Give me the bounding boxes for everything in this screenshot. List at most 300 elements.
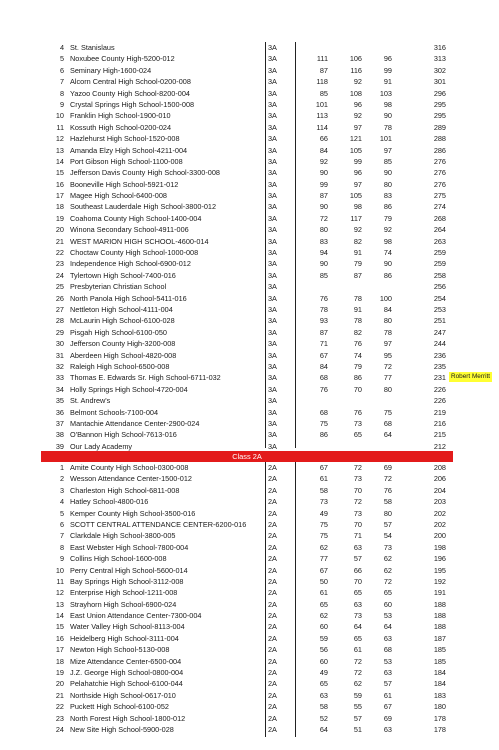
class-2a-table [0, 462, 499, 735]
highlighted-note: Robert Merritt [451, 373, 491, 381]
total-score-cell: 195 [433, 565, 446, 575]
school-name-cell: Mantachie Attendance Center-2900-024 [70, 418, 200, 428]
score-1-cell: 65 [319, 679, 328, 689]
score-2-cell: 99 [353, 156, 362, 166]
total-score-cell: 203 [433, 497, 446, 507]
table-row [0, 304, 499, 315]
score-2-cell: 79 [353, 259, 362, 269]
score-1-cell: 68 [319, 407, 328, 417]
score-1-cell: 56 [319, 645, 328, 655]
rank-cell: 11 [56, 576, 64, 586]
score-3-cell: 68 [383, 418, 392, 428]
score-3-cell: 78 [383, 327, 392, 337]
school-name-cell: Enterprise High School-1211-008 [70, 588, 178, 598]
school-name-cell: Collins High School-1600-008 [70, 554, 167, 564]
rank-cell: 15 [55, 168, 64, 178]
score-3-cell: 83 [383, 191, 392, 201]
table-row [0, 293, 499, 304]
table-row [0, 418, 499, 429]
table-row [0, 724, 499, 735]
score-1-cell: 61 [319, 588, 328, 598]
table-row [0, 496, 499, 507]
score-2-cell: 64 [353, 622, 362, 632]
total-score-cell: 196 [433, 554, 446, 564]
score-3-cell: 96 [383, 54, 392, 64]
score-2-cell: 74 [353, 350, 362, 360]
class-2a-banner: Class 2A [41, 451, 453, 462]
table-row [0, 167, 499, 178]
score-1-cell: 99 [319, 179, 328, 189]
score-1-cell: 114 [316, 122, 328, 132]
school-name-cell: St. Andrew's [70, 396, 111, 406]
table-row [0, 644, 499, 655]
score-3-cell: 61 [383, 690, 392, 700]
table-row [0, 678, 499, 689]
school-name-cell: Southeast Lauderdale High School-3800-012 [70, 202, 217, 212]
class-cell: 3A [268, 384, 277, 394]
score-3-cell: 86 [383, 202, 392, 212]
score-3-cell: 90 [383, 168, 392, 178]
score-1-cell: 84 [319, 361, 328, 371]
class-cell: 2A [268, 599, 277, 609]
table-row [0, 565, 499, 576]
score-3-cell: 90 [383, 259, 392, 269]
total-score-cell: 259 [433, 248, 446, 258]
rank-cell: 27 [55, 304, 64, 314]
school-name-cell: Independence High School-6900-012 [70, 259, 191, 269]
class-cell: 2A [268, 690, 277, 700]
score-2-cell: 63 [353, 599, 362, 609]
total-score-cell: 295 [433, 111, 446, 121]
score-3-cell: 63 [383, 668, 392, 678]
score-1-cell: 87 [319, 191, 328, 201]
table-row [0, 519, 499, 530]
rank-cell: 11 [56, 122, 64, 132]
score-3-cell: 86 [383, 270, 392, 280]
score-1-cell: 76 [319, 293, 328, 303]
score-1-cell: 84 [319, 145, 328, 155]
class-cell: 3A [268, 213, 277, 223]
school-name-cell: Clarkdale High School-3800-005 [70, 531, 176, 541]
score-3-cell: 74 [383, 248, 392, 258]
class-cell: 3A [268, 316, 277, 326]
school-name-cell: Belmont Schools-7100-004 [70, 407, 159, 417]
score-3-cell: 67 [383, 702, 392, 712]
total-score-cell: 216 [433, 418, 446, 428]
class-cell: 3A [268, 293, 277, 303]
table-row [0, 656, 499, 667]
rank-cell: 21 [55, 236, 64, 246]
score-1-cell: 75 [319, 519, 328, 529]
school-name-cell: North Panola High School-5411-016 [70, 293, 187, 303]
total-score-cell: 253 [433, 304, 446, 314]
table-row [0, 179, 499, 190]
rank-cell: 21 [55, 690, 64, 700]
score-3-cell: 99 [383, 65, 392, 75]
score-2-cell: 117 [350, 213, 362, 223]
score-2-cell: 97 [353, 179, 362, 189]
rank-cell: 31 [55, 350, 64, 360]
score-1-cell: 77 [319, 554, 328, 564]
score-1-cell: 59 [319, 633, 328, 643]
total-score-cell: 200 [433, 531, 446, 541]
total-score-cell: 202 [433, 508, 446, 518]
school-name-cell: St. Stanislaus [70, 43, 115, 52]
school-name-cell: Crystal Springs High School-1500-008 [70, 99, 195, 109]
school-name-cell: Tylertown High School-7400-016 [70, 270, 176, 280]
table-row [0, 610, 499, 621]
total-score-cell: 316 [433, 43, 446, 52]
total-score-cell: 247 [433, 327, 446, 337]
score-3-cell: 100 [379, 293, 392, 303]
school-name-cell: McLaurin High School-6100-028 [70, 316, 175, 326]
score-3-cell: 75 [383, 407, 392, 417]
class-cell: 2A [268, 633, 277, 643]
score-2-cell: 57 [353, 554, 362, 564]
table-row [0, 372, 499, 383]
score-1-cell: 68 [319, 373, 328, 383]
total-score-cell: 288 [433, 134, 446, 144]
table-row [0, 508, 499, 519]
total-score-cell: 208 [433, 463, 446, 472]
total-score-cell: 236 [433, 350, 446, 360]
rank-cell: 32 [55, 361, 64, 371]
total-score-cell: 188 [433, 611, 446, 621]
score-1-cell: 66 [319, 134, 328, 144]
rank-cell: 33 [55, 373, 64, 383]
class-cell: 2A [268, 519, 277, 529]
total-score-cell: 226 [433, 396, 446, 406]
rank-cell: 20 [55, 679, 64, 689]
table-row [0, 88, 499, 99]
score-3-cell: 76 [383, 485, 392, 495]
score-2-cell: 51 [353, 724, 362, 734]
rank-cell: 18 [55, 656, 64, 666]
score-1-cell: 83 [319, 236, 328, 246]
score-2-cell: 91 [353, 304, 362, 314]
class-cell: 3A [268, 361, 277, 371]
score-2-cell: 59 [353, 690, 362, 700]
school-name-cell: Amite County High School-0300-008 [70, 463, 189, 472]
total-score-cell: 268 [433, 213, 446, 223]
score-2-cell: 97 [353, 122, 362, 132]
score-3-cell: 101 [379, 134, 392, 144]
class-cell: 3A [268, 248, 277, 258]
school-name-cell: O'Bannon High School-7613-016 [70, 430, 177, 440]
rank-cell: 2 [59, 474, 64, 484]
total-score-cell: 313 [433, 54, 446, 64]
score-3-cell: 80 [383, 508, 392, 518]
class-cell: 3A [268, 407, 277, 417]
school-name-cell: Pisgah High School-6100-050 [70, 327, 167, 337]
total-score-cell: 206 [433, 474, 446, 484]
total-score-cell: 276 [433, 179, 446, 189]
table-row [0, 667, 499, 678]
class-cell: 3A [268, 430, 277, 440]
score-1-cell: 87 [319, 327, 328, 337]
school-name-cell: Noxubee County High-5200-012 [70, 54, 175, 64]
school-name-cell: East Webster High School-7800-004 [70, 542, 189, 552]
score-2-cell: 63 [353, 542, 362, 552]
class-cell: 3A [268, 145, 277, 155]
school-name-cell: Yazoo County High School-8200-004 [70, 88, 190, 98]
rank-cell: 9 [59, 99, 64, 109]
rank-cell: 6 [59, 519, 64, 529]
table-row [0, 473, 499, 484]
rank-cell: 15 [55, 622, 64, 632]
total-score-cell: 219 [433, 407, 446, 417]
class-cell: 2A [268, 565, 277, 575]
class-cell: 3A [268, 77, 277, 87]
school-name-cell: Coahoma County High School-1400-004 [70, 213, 202, 223]
rank-cell: 20 [55, 225, 64, 235]
class-cell: 3A [268, 202, 277, 212]
score-2-cell: 62 [353, 679, 362, 689]
class-cell: 2A [268, 656, 277, 666]
score-1-cell: 62 [319, 611, 328, 621]
score-3-cell: 97 [383, 339, 392, 349]
school-name-cell: Jefferson County High-3200-008 [70, 339, 176, 349]
score-2-cell: 73 [353, 508, 362, 518]
rank-cell: 18 [55, 202, 64, 212]
score-1-cell: 118 [316, 77, 328, 87]
school-name-cell: Pelahatchie High School-6100-044 [70, 679, 183, 689]
rank-cell: 16 [55, 179, 64, 189]
score-1-cell: 78 [319, 304, 328, 314]
score-2-cell: 108 [349, 88, 362, 98]
table-row [0, 361, 499, 372]
school-name-cell: Kemper County High School-3500-016 [70, 508, 196, 518]
school-name-cell: Mize Attendance Center-6500-004 [70, 656, 182, 666]
rank-cell: 28 [55, 316, 64, 326]
rank-cell: 24 [55, 270, 64, 280]
score-2-cell: 105 [349, 145, 362, 155]
score-2-cell: 61 [353, 645, 362, 655]
score-2-cell: 70 [353, 519, 362, 529]
total-score-cell: 212 [433, 441, 446, 451]
score-1-cell: 67 [319, 350, 328, 360]
school-name-cell: Water Valley High School-8113-004 [70, 622, 185, 632]
rank-cell: 10 [55, 565, 64, 575]
rank-cell: 5 [59, 508, 64, 518]
table-row [0, 258, 499, 269]
table-row [0, 621, 499, 632]
total-score-cell: 259 [433, 259, 446, 269]
score-2-cell: 76 [353, 339, 362, 349]
table-row [0, 599, 499, 610]
class-cell: 3A [268, 236, 277, 246]
score-2-cell: 70 [353, 485, 362, 495]
score-2-cell: 96 [353, 168, 362, 178]
class-cell: 3A [268, 396, 277, 406]
score-3-cell: 62 [383, 554, 392, 564]
rank-cell: 12 [55, 134, 64, 144]
rank-cell: 10 [55, 111, 64, 121]
school-name-cell: East Union Attendance Center-7300-004 [70, 611, 202, 621]
score-3-cell: 72 [383, 474, 392, 484]
score-3-cell: 78 [383, 122, 392, 132]
school-name-cell: Our Lady Academy [70, 441, 133, 451]
rank-cell: 17 [55, 645, 64, 655]
rank-cell: 17 [55, 191, 64, 201]
rank-cell: 4 [59, 43, 64, 52]
table-row [0, 462, 499, 473]
school-name-cell: Hatley School-4800-016 [70, 497, 149, 507]
total-score-cell: 188 [433, 622, 446, 632]
table-row [0, 42, 499, 53]
score-3-cell: 84 [383, 304, 392, 314]
total-score-cell: 301 [433, 77, 446, 87]
score-1-cell: 93 [319, 316, 328, 326]
score-1-cell: 86 [319, 430, 328, 440]
rank-cell: 24 [55, 724, 64, 734]
score-1-cell: 67 [319, 463, 328, 472]
table-row [0, 110, 499, 121]
rank-cell: 26 [55, 293, 64, 303]
rank-cell: 25 [55, 282, 64, 292]
class-cell: 2A [268, 679, 277, 689]
table-row [0, 76, 499, 87]
rank-cell: 23 [55, 713, 64, 723]
rank-cell: 39 [55, 441, 64, 451]
table-row [0, 65, 499, 76]
school-name-cell: Aberdeen High School-4820-008 [70, 350, 177, 360]
score-2-cell: 55 [353, 702, 362, 712]
total-score-cell: 235 [433, 361, 446, 371]
score-2-cell: 73 [353, 418, 362, 428]
rank-cell: 38 [55, 430, 64, 440]
class-cell: 3A [268, 111, 277, 121]
score-3-cell: 91 [383, 77, 392, 87]
class-cell: 3A [268, 88, 277, 98]
score-2-cell: 72 [353, 463, 362, 472]
score-1-cell: 62 [319, 542, 328, 552]
score-1-cell: 61 [319, 474, 328, 484]
class-cell: 3A [268, 418, 277, 428]
class-cell: 3A [268, 327, 277, 337]
school-name-cell: New Site High School-5900-028 [70, 724, 174, 734]
score-3-cell: 90 [383, 111, 392, 121]
table-row [0, 553, 499, 564]
score-3-cell: 53 [383, 656, 392, 666]
school-name-cell: Perry Central High School-5600-014 [70, 565, 188, 575]
table-row [0, 99, 499, 110]
school-name-cell: Choctaw County High School-1000-008 [70, 248, 199, 258]
score-1-cell: 101 [315, 99, 328, 109]
table-row [0, 236, 499, 247]
score-1-cell: 58 [319, 485, 328, 495]
rank-cell: 36 [55, 407, 64, 417]
total-score-cell: 276 [433, 168, 446, 178]
table-row [0, 429, 499, 440]
school-name-cell: Northside High School-0617-010 [70, 690, 176, 700]
school-name-cell: Presbyterian Christian School [70, 282, 167, 292]
total-score-cell: 183 [433, 690, 446, 700]
score-2-cell: 73 [353, 611, 362, 621]
score-3-cell: 58 [383, 497, 392, 507]
score-1-cell: 80 [319, 225, 328, 235]
total-score-cell: 188 [433, 599, 446, 609]
total-score-cell: 286 [433, 145, 446, 155]
rank-cell: 14 [55, 156, 64, 166]
score-1-cell: 63 [319, 690, 328, 700]
score-3-cell: 65 [383, 588, 392, 598]
class-cell: 3A [268, 43, 277, 52]
score-3-cell: 72 [383, 576, 392, 586]
total-score-cell: 185 [433, 645, 446, 655]
score-3-cell: 68 [383, 645, 392, 655]
total-score-cell: 289 [433, 122, 446, 132]
score-1-cell: 85 [319, 270, 328, 280]
score-3-cell: 80 [383, 384, 392, 394]
score-3-cell: 98 [383, 99, 392, 109]
score-1-cell: 49 [319, 508, 328, 518]
score-3-cell: 79 [383, 213, 392, 223]
class-cell: 3A [268, 350, 277, 360]
score-2-cell: 92 [353, 225, 362, 235]
score-2-cell: 72 [353, 656, 362, 666]
total-score-cell: 185 [433, 656, 446, 666]
total-score-cell: 215 [433, 430, 446, 440]
score-3-cell: 63 [383, 724, 392, 734]
rank-cell: 16 [55, 633, 64, 643]
table-row [0, 247, 499, 258]
school-name-cell: Puckett High School-6100-052 [70, 702, 169, 712]
rank-cell: 1 [59, 463, 64, 472]
score-2-cell: 91 [353, 248, 362, 258]
class-cell: 2A [268, 668, 277, 678]
total-score-cell: 296 [433, 88, 446, 98]
score-1-cell: 85 [319, 88, 328, 98]
score-1-cell: 75 [319, 531, 328, 541]
school-name-cell: Wesson Attendance Center-1500-012 [70, 474, 192, 484]
score-3-cell: 69 [383, 463, 392, 472]
school-name-cell: Thomas E. Edwards Sr. High School-6711-032 [70, 373, 221, 383]
class-cell: 3A [268, 225, 277, 235]
score-3-cell: 63 [383, 633, 392, 643]
score-2-cell: 105 [349, 191, 362, 201]
score-1-cell: 65 [319, 599, 328, 609]
score-3-cell: 97 [383, 145, 392, 155]
total-score-cell: 251 [433, 316, 446, 326]
total-score-cell: 184 [433, 679, 446, 689]
rank-cell: 8 [59, 88, 64, 98]
score-2-cell: 76 [353, 407, 362, 417]
table-row [0, 633, 499, 644]
rank-cell: 6 [59, 65, 64, 75]
score-1-cell: 75 [319, 418, 328, 428]
score-2-cell: 98 [353, 202, 362, 212]
score-1-cell: 67 [319, 565, 328, 575]
total-score-cell: 254 [433, 293, 446, 303]
school-name-cell: Booneville High School-5921-012 [70, 179, 179, 189]
class-cell: 3A [268, 339, 277, 349]
score-2-cell: 65 [353, 430, 362, 440]
score-3-cell: 64 [383, 622, 392, 632]
school-name-cell: Kossuth High School-0200-024 [70, 122, 172, 132]
class-cell: 3A [268, 99, 277, 109]
total-score-cell: 274 [433, 202, 446, 212]
score-2-cell: 57 [353, 713, 362, 723]
rank-cell: 23 [55, 259, 64, 269]
score-1-cell: 52 [319, 713, 328, 723]
school-name-cell: Magee High School-6400-008 [70, 191, 167, 201]
rank-cell: 35 [55, 396, 64, 406]
table-row [0, 133, 499, 144]
total-score-cell: 191 [433, 588, 446, 598]
class-cell: 2A [268, 713, 277, 723]
score-2-cell: 65 [353, 633, 362, 643]
